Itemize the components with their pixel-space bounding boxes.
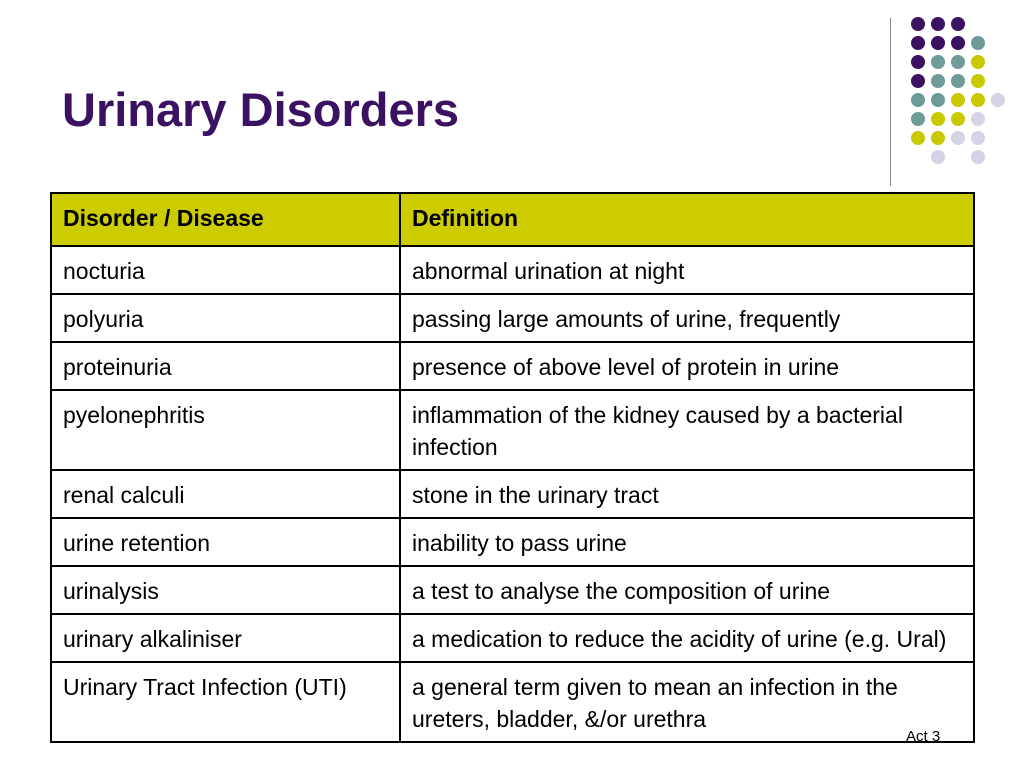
table-row [51, 470, 974, 518]
decor-dot [971, 55, 985, 69]
decor-dot [931, 112, 945, 126]
table-row [51, 294, 974, 342]
disorders-table-container [50, 192, 973, 743]
decor-dot [971, 131, 985, 145]
decor-dot [991, 93, 1005, 107]
disorder-cell: urinary alkaliniser [51, 614, 400, 662]
table-header-row [51, 193, 974, 246]
disorder-cell: renal calculi [51, 470, 400, 518]
decor-dot [931, 74, 945, 88]
definition-cell: a general term given to mean an infection in the ureters, bladder, &/or urethra [400, 662, 974, 742]
decor-dot [911, 17, 925, 31]
table-row [51, 342, 974, 390]
decor-dot [911, 112, 925, 126]
decor-dot [931, 55, 945, 69]
disorder-cell: nocturia [51, 246, 400, 294]
disorder-cell: proteinuria [51, 342, 400, 390]
decor-dot [911, 55, 925, 69]
definition-cell: stone in the urinary tract [400, 470, 974, 518]
table-row [51, 566, 974, 614]
decor-dot [951, 112, 965, 126]
decor-dot [911, 74, 925, 88]
decor-dot [951, 36, 965, 50]
decor-dot [971, 93, 985, 107]
decor-dot [911, 36, 925, 50]
decor-dot [951, 17, 965, 31]
definition-cell: a medication to reduce the acidity of urine (e.g. Ural) [400, 614, 974, 662]
table-row [51, 614, 974, 662]
definition-cell: a test to analyse the composition of urine [400, 566, 974, 614]
footer-label: Act 3 [906, 728, 941, 745]
decor-dot [951, 93, 965, 107]
disorders-table [50, 192, 975, 743]
decor-dot [971, 74, 985, 88]
decor-dot [971, 150, 985, 164]
slide-title: Urinary Disorders [62, 83, 460, 136]
definition-cell: abnormal urination at night [400, 246, 974, 294]
decor-dot [931, 131, 945, 145]
decor-dot [951, 55, 965, 69]
disorder-cell: urinalysis [51, 566, 400, 614]
disorder-cell: Urinary Tract Infection (UTI) [51, 662, 400, 742]
decor-dot [971, 36, 985, 50]
definition-cell: passing large amounts of urine, frequently [400, 294, 974, 342]
table-row [51, 246, 974, 294]
decor-dot [931, 93, 945, 107]
title-divider [890, 18, 891, 186]
table-row [51, 518, 974, 566]
decor-dot [911, 93, 925, 107]
disorder-cell: urine retention [51, 518, 400, 566]
table-row [51, 390, 974, 470]
decor-dot [911, 131, 925, 145]
decor-dot [931, 17, 945, 31]
definition-cell: presence of above level of protein in urine [400, 342, 974, 390]
decor-dot [951, 74, 965, 88]
definition-cell: inflammation of the kidney caused by a bacterial infection [400, 390, 974, 470]
header-disorder: Disorder / Disease [51, 193, 400, 246]
header-definition: Definition [400, 193, 974, 246]
disorder-cell: pyelonephritis [51, 390, 400, 470]
decor-dot [971, 112, 985, 126]
decor-dot [951, 131, 965, 145]
table-row [51, 662, 974, 742]
definition-cell: inability to pass urine [400, 518, 974, 566]
decor-dot [931, 150, 945, 164]
decor-dot [931, 36, 945, 50]
disorder-cell: polyuria [51, 294, 400, 342]
